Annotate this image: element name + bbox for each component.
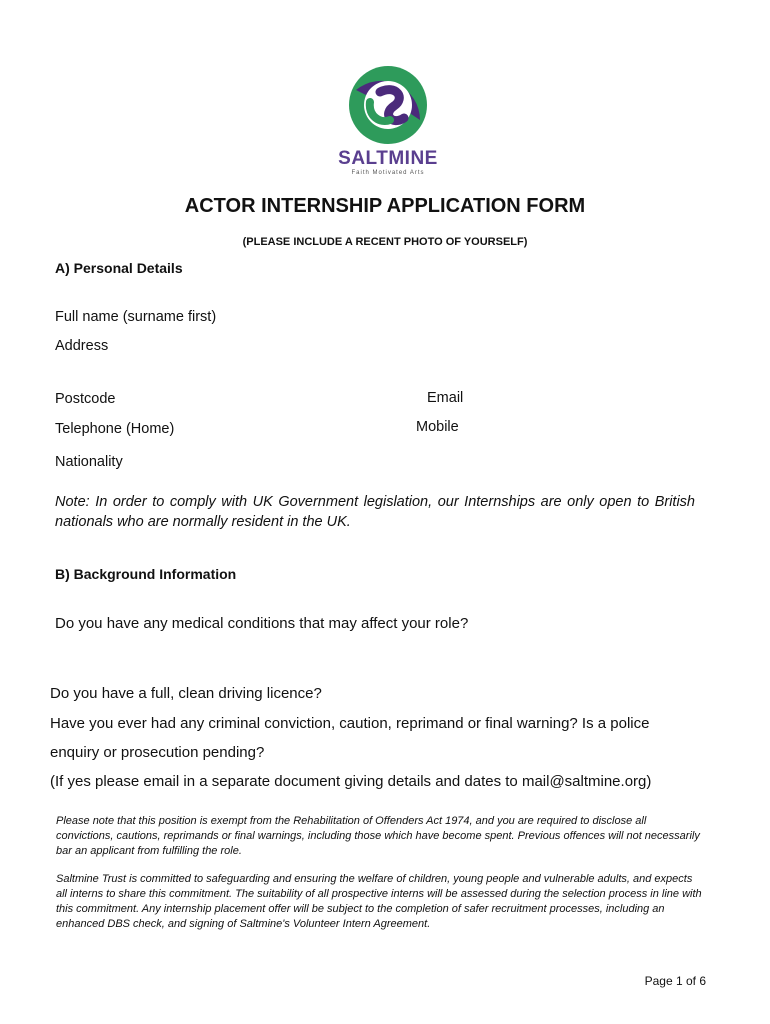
address-label: Address: [55, 338, 109, 354]
criminal-question-line1: Have you ever had any criminal conviction, caution, reprimand or final warning? Is a police: [50, 715, 650, 732]
full-name-label: Full name (surname first): [55, 309, 217, 325]
postcode-label: Postcode: [55, 391, 116, 407]
nationality-label: Nationality: [55, 454, 123, 470]
criminal-question-line3: (If yes please email in a separate document giving details and dates to mail@saltmine.org): [50, 773, 652, 790]
form-subtitle: (PLEASE INCLUDE A RECENT PHOTO OF YOURSELF): [242, 236, 528, 248]
form-title: ACTOR INTERNSHIP APPLICATION FORM: [184, 195, 586, 217]
medical-question: Do you have any medical conditions that may affect your role?: [55, 615, 469, 632]
page-number: Page 1 of 6: [644, 974, 706, 988]
section-a-heading: A) Personal Details: [55, 260, 183, 276]
safeguarding-note: Saltmine Trust is committed to safeguarding and ensuring the welfare of children, young people and vulnerable adults, and expects all interns to share this commitment. The suitability of all prospective interns will be assessed during the selection process in line with this commitment. Any internship placement offer will be subject to the completion of safer recruitment processes, including an enhanced DBS check, and signing of Saltmine's Volunteer Intern Agreement.: [56, 873, 702, 930]
email-label: Email: [427, 390, 464, 406]
criminal-question-line2: enquiry or prosecution pending?: [50, 744, 265, 761]
saltmine-logo: [338, 62, 438, 182]
logo-name: SALTMINE: [338, 148, 438, 169]
telephone-label: Telephone (Home): [55, 421, 175, 437]
rehabilitation-note: Please note that this position is exempt from the Rehabilitation of Offenders Act 1974, and you are required to disclose all convictions, cautions, reprimands or final warnings, including those which have become spent. Previous offences will not necessarily bar an applicant from fulfilling the role.: [56, 815, 700, 857]
saltmine-logo-icon: [338, 62, 438, 148]
nationality-note: Note: In order to comply with UK Government legislation, our Internships are only open to British nationals who are normally resident in the UK.: [55, 494, 695, 530]
section-b-heading: B) Background Information: [55, 566, 237, 582]
mobile-label: Mobile: [416, 419, 459, 435]
driving-question: Do you have a full, clean driving licence?: [50, 685, 322, 702]
logo-tagline: Faith Motivated Arts: [351, 170, 425, 176]
